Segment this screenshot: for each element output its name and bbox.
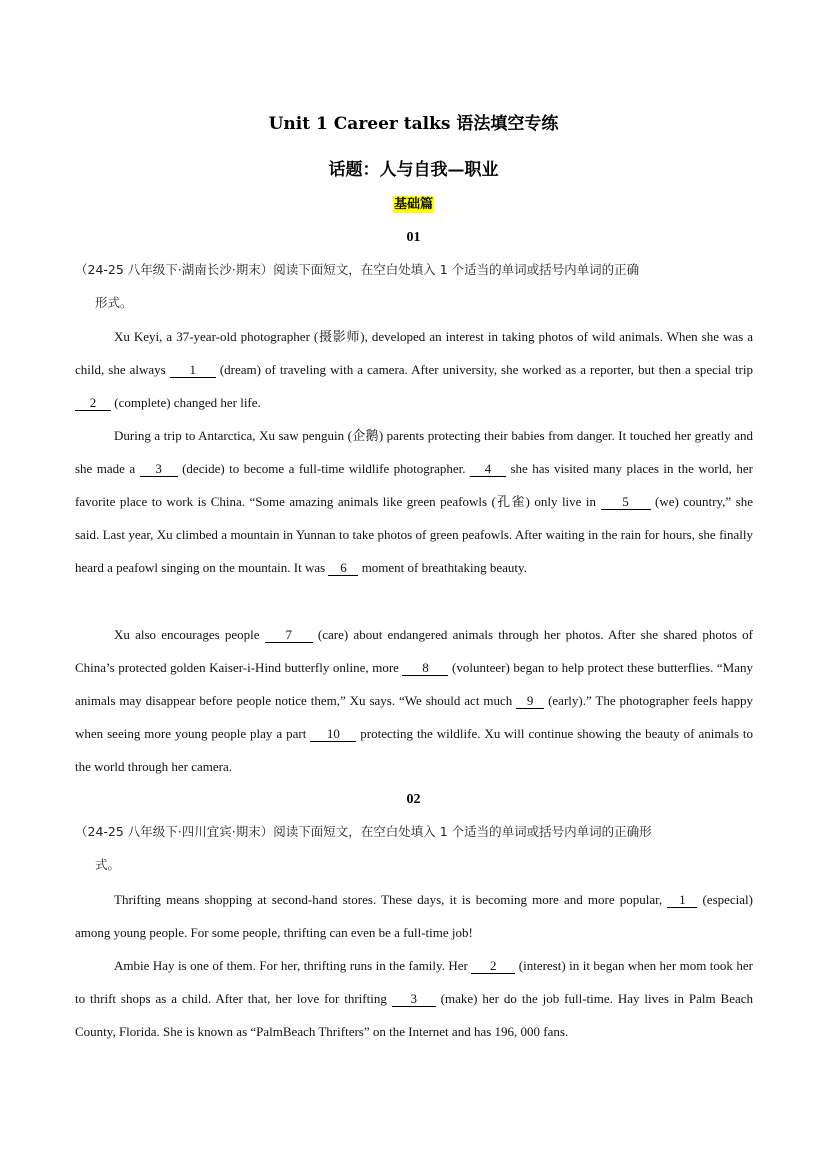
answer-blank[interactable]: 3 [392, 991, 436, 1007]
passage-text: Ambie Hay is one of them. For her, thrifting runs in the family. Her [114, 958, 472, 973]
passage-paragraph [75, 419, 753, 584]
level-badge: 基础篇 [393, 197, 433, 212]
answer-blank[interactable]: 8 [402, 660, 448, 676]
passage-text: Xu Keyi, a 37-year-old photographer (摄影师), developed an interest in taking photos of wild animals. When she was a child, she always [75, 329, 753, 378]
section-number: 01 [406, 230, 421, 245]
passage-text: Thrifting means shopping at second-hand stores. These days, it is becoming more and more popular, [114, 892, 668, 907]
passage-text: (early).” The photographer feels happy when seeing more young people play a part [75, 693, 753, 742]
worksheet-title: Unit 1 Career talks 语法填空专练 [268, 114, 559, 134]
instruction-line: 式。 [95, 857, 121, 872]
instruction-line: （24-25 八年级下·四川宜宾·期末）阅读下面短文，在空白处填入 1 个适当的单词或括号内单词的正确形 [75, 824, 652, 839]
passage-text: moment of breathtaking beauty. [358, 560, 527, 576]
section-instruction [75, 253, 755, 319]
passage-text: (decide) to become a full-time wildlife photographer. [177, 461, 470, 477]
passage-text: (make) her do the job full-time. Hay lives in Palm Beach County, Florida. She is known as “PalmBeach Thrifters” on the Internet and has 196, 000 fans. [75, 991, 754, 1040]
level-badge-wrap [0, 193, 827, 213]
passage-text: she has visited many places in the world, her favorite place to work is China. “Some amazing animals like green peafowls (孔雀) only live in [75, 461, 753, 510]
instruction-line: 形式。 [95, 295, 133, 310]
answer-blank[interactable]: 6 [328, 560, 358, 576]
section-instruction [75, 815, 755, 881]
topic-title: 话题：人与自我—职业 [328, 160, 499, 180]
passage-text: (interest) in it began when her mom took her to thrift shops as a child. After that, her love for thrifting [75, 958, 753, 1007]
answer-blank[interactable]: 1 [170, 362, 216, 378]
instruction-line: （24-25 八年级下·湖南长沙·期末）阅读下面短文，在空白处填入 1 个适当的单词或括号内单词的正确 [75, 262, 640, 277]
passage-text: (especial) among young people. For some people, thrifting can even be a full-time job! [75, 892, 753, 941]
answer-blank[interactable]: 9 [516, 693, 544, 709]
passage-text: Xu also encourages people [114, 627, 265, 642]
answer-blank[interactable]: 1 [667, 892, 697, 908]
answer-blank[interactable]: 5 [601, 494, 651, 510]
answer-blank[interactable]: 2 [471, 958, 515, 974]
passage-text: (dream) of traveling with a camera. After university, she worked as a reporter, but then a special trip [215, 362, 753, 378]
passage-text: protecting the wildlife. Xu will continue showing the beauty of animals to the world through her camera. [75, 726, 753, 775]
answer-blank[interactable]: 3 [140, 461, 178, 477]
answer-blank[interactable]: 4 [470, 461, 506, 477]
passage-paragraph [75, 618, 753, 783]
passage-paragraph [75, 320, 753, 419]
passage-text: (volunteer) began to help protect these butterflies. “Many animals may disappear before people notice them,” Xu says. “We should act much [75, 660, 753, 709]
passage-text: (care) about endangered animals through her photos. After she shared photos of China’s protected golden Kaiser-i-Hind butterfly online, more [75, 627, 754, 676]
answer-blank[interactable]: 7 [265, 627, 313, 643]
passage-text: (complete) changed her life. [111, 395, 261, 411]
passage-paragraph [75, 883, 753, 949]
passage-text: During a trip to Antarctica, Xu saw penguin (企鹅) parents protecting their babies from danger. It touched her greatly and she made a [75, 428, 753, 477]
section-number: 02 [406, 792, 421, 807]
answer-blank[interactable]: 10 [310, 726, 356, 742]
answer-blank[interactable]: 2 [75, 395, 111, 411]
passage-paragraph [75, 949, 753, 1048]
passage-text: (we) country,” she said. Last year, Xu climbed a mountain in Yunnan to take photos of green peafowls. After waiting in the rain for hours, she finally heard a peafowl singing on the mountain. It was [75, 494, 753, 576]
